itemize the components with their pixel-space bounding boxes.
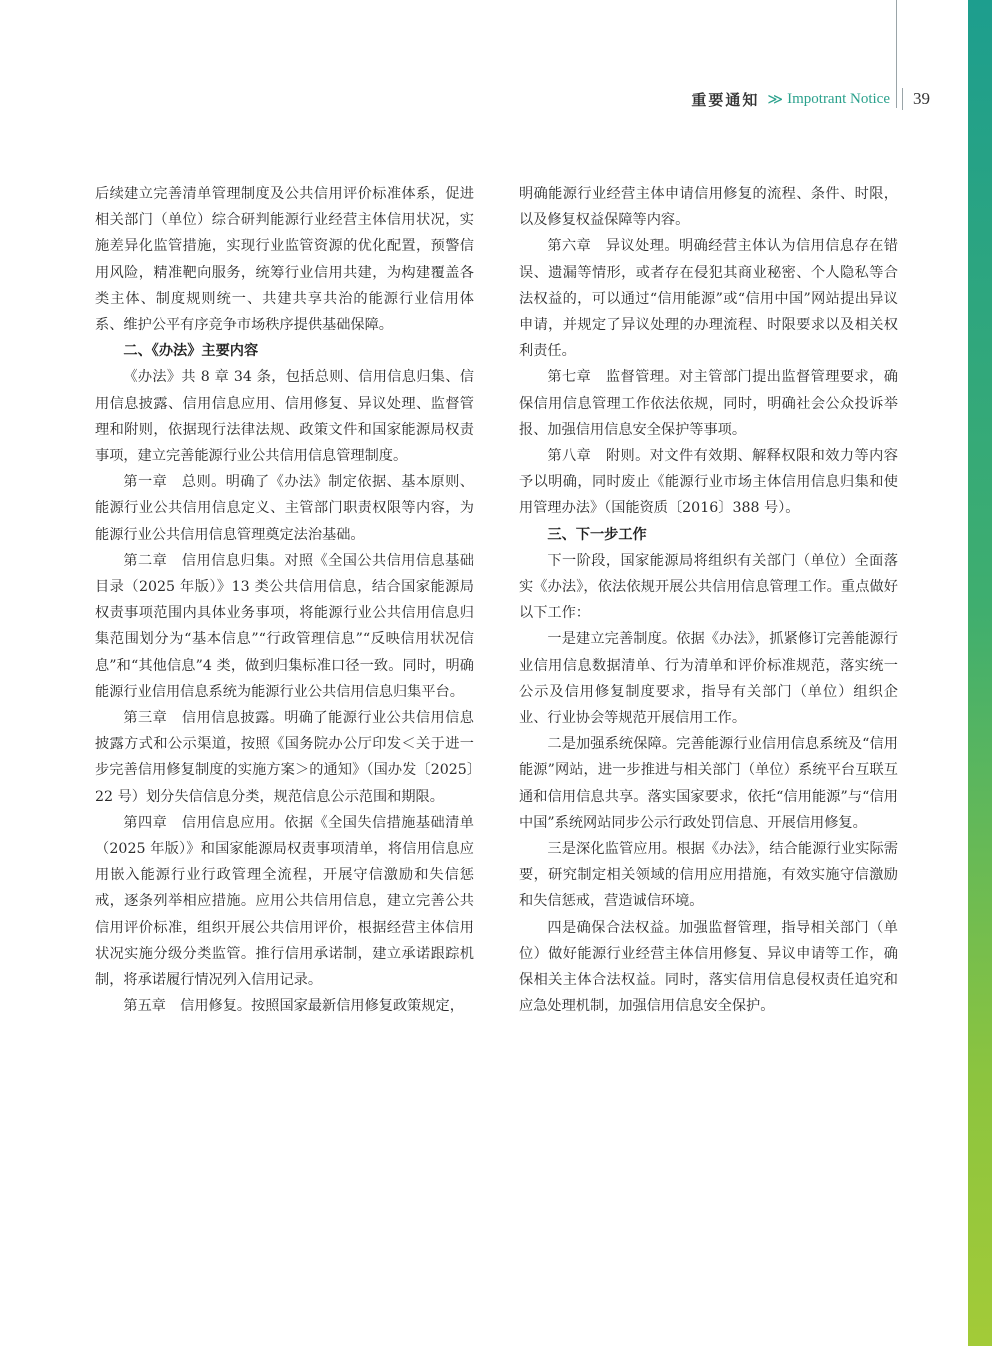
chapter-1-paragraph: 第一章 总则。明确了《办法》制定依据、基本原则、能源行业公共信用信息定义、主管部门职责权限等内容，为能源行业公共信用信息管理奠定法治基础。 <box>95 474 474 543</box>
task-4-paragraph: 四是确保合法权益。加强监督管理，指导相关部门（单位）做好能源行业经营主体信用修复、异议申请等工作，确保相关主体合法权益。同时，落实信用信息侵权责任追究和应急处理机制，加强信用信息安全保护。 <box>519 919 898 1015</box>
chapter-5-paragraph-start: 第五章 信用修复。按照国家最新信用修复政策规定， <box>123 998 464 1015</box>
chapter-8-paragraph: 第八章 附则。对文件有效期、解释权限和效力等内容予以明确，同时废止《能源行业市场主体信用信息归集和使用管理办法》（国能资质〔2016〕388 号）。 <box>519 448 898 517</box>
chapter-6-paragraph: 第六章 异议处理。明确经营主体认为信用信息存在错误、遗漏等情形，或者存在侵犯其商业秘密、个人隐私等合法权益的，可以通过“信用能源”或“信用中国”网站提出异议申请，并规定了异议处理的办理流程、时限要求以及相关权利责任。 <box>519 238 898 360</box>
right-column <box>519 181 898 1020</box>
chapter-5-paragraph-cont: 明确能源行业经营主体申请信用修复的流程、条件、时限，以及修复权益保障等内容。 <box>519 186 898 229</box>
header-divider <box>902 88 903 110</box>
task-3-paragraph: 三是深化监管应用。根据《办法》，结合能源行业实际需要，研究制定相关领域的信用应用措施，有效实施守信激励和失信惩戒，营造诚信环境。 <box>519 841 898 910</box>
double-chevron-icon: ≫ <box>767 90 784 108</box>
section-title-cn: 重要通知 <box>691 90 760 109</box>
chapter-2-paragraph: 第二章 信用信息归集。对照《全国公共信用信息基础目录（2025 年版）》13 类公共信用信息，结合国家能源局权责事项范围内具体业务事项，将能源行业公共信用信息归集范围划分为“基本信息”“行政管理信息”“反映信用状况信息”和“其他信息”4 类，做到归集标准口径一致。同时，明确能源行业信用信息系统为能源行业公共信用信息归集平台。 <box>95 552 474 700</box>
page-number: 39 <box>913 89 930 108</box>
next-steps-paragraph: 下一阶段，国家能源局将组织有关部门（单位）全面落实《办法》，依法依规开展公共信用信息管理工作。重点做好以下工作： <box>519 552 898 622</box>
decorative-side-bar <box>968 0 992 1346</box>
task-2-paragraph: 二是加强系统保障。完善能源行业信用信息系统及“信用能源”网站，进一步推进与相关部门（单位）系统平台互联互通和信用信息共享。落实国家要求，依托“信用能源”与“信用中国”系统网站同步公示行政处罚信息、开展信用修复。 <box>519 736 898 831</box>
section-title-en: Impotrant Notice <box>787 90 890 107</box>
intro-paragraph: 后续建立完善清单管理制度及公共信用评价标准体系，促进相关部门（单位）综合研判能源行业经营主体信用状况，实施差异化监管措施，实现行业监管资源的优化配置，预警信用风险，精准靶向服务，统筹行业信用共建，为构建覆盖各类主体、制度规则统一、共建共享共治的能源行业信用体系、维护公平有序竞争市场秩序提供基础保障。 <box>95 186 474 334</box>
task-1-paragraph: 一是建立完善制度。依据《办法》，抓紧修订完善能源行业信用信息数据清单、行为清单和评价标准规范，落实统一公示及信用修复制度要求，指导有关部门（单位）组织企业、行业协会等规范开展信用工作。 <box>519 631 898 727</box>
section-heading-2: 二、《办法》主要内容 <box>123 343 259 360</box>
left-column <box>95 181 474 1020</box>
chapter-3-paragraph: 第三章 信用信息披露。明确了能源行业公共信用信息披露方式和公示渠道，按照《国务院办公厅印发＜关于进一步完善信用修复制度的实施方案＞的通知》（国办发〔2025〕22 号）划分失信信息分类，规范信息公示范围和期限。 <box>95 710 474 805</box>
chapter-4-paragraph: 第四章 信用信息应用。依据《全国失信措施基础清单（2025 年版）》和国家能源局权责事项清单，将信用信息应用嵌入能源行业行政管理全流程，开展守信激励和失信惩戒，逐条列举相应措施。应用公共信用信息，建立完善公共信用评价标准，组织开展公共信用评价，根据经营主体信用状况实施分级分类监管。推行信用承诺制，建立承诺跟踪机制，将承诺履行情况列入信用记录。 <box>95 814 474 989</box>
page-header <box>691 87 930 111</box>
overview-paragraph: 《办法》共 8 章 34 条，包括总则、信用信息归集、信用信息披露、信用信息应用、信用修复、异议处理、监督管理和附则，依据现行法律法规、政策文件和国家能源局权责事项，建立完善能源行业公共信用信息管理制度。 <box>95 369 474 465</box>
chapter-7-paragraph: 第七章 监督管理。对主管部门提出监督管理要求，确保信用信息管理工作依法依规，同时，明确社会公众投诉举报、加强信用信息安全保护等事项。 <box>519 369 898 438</box>
section-heading-3: 三、下一步工作 <box>547 526 647 543</box>
